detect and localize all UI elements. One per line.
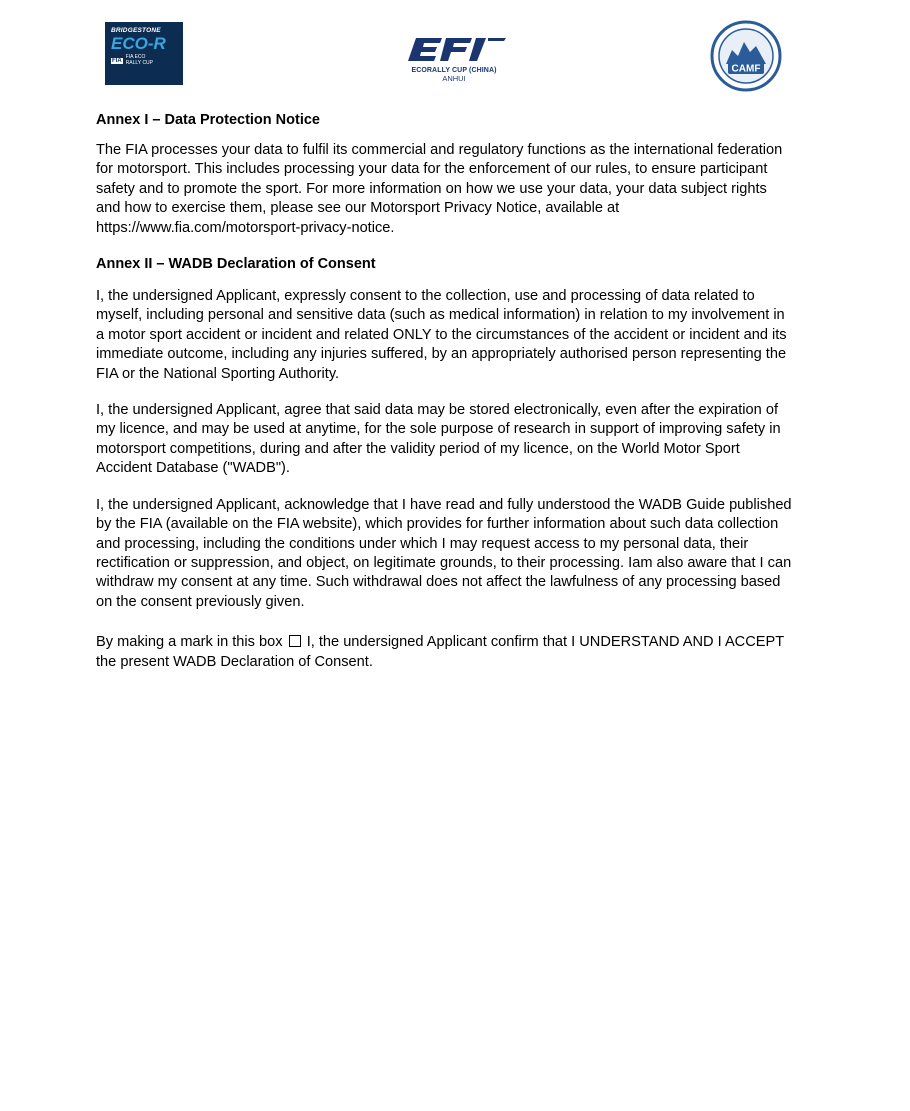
camf-text: CAMF [731, 63, 761, 75]
consent-paragraph-2: I, the undersigned Applicant, agree that said data may be stored electronically, even after the expiration of my licence, and may be used at anytime, for the sole purpose of research in support of improving safety in motorsport competitions, during and after the validity period of my licence, on the World Motor Sport Accident Database ("WADB"). [96, 402, 781, 477]
consent-confirmation [96, 633, 792, 672]
data-protection-notice-text: The FIA processes your data to fulfil its commercial and regulatory functions as the international federation for motorsport. This includes processing your data for the enforcement of our rules, to ensure participant safety and to promote the sport. For more information on how we use your data, your data subject rights and how to exercise them, please see our Motorsport Privacy Notice, available at https://www.fia.com/motorsport-privacy-notice. [96, 142, 783, 236]
camf-seal-icon [710, 20, 782, 92]
logo-brand-text: BRIDGESTONE [111, 27, 161, 34]
page-header [0, 0, 910, 100]
region-text: ANHUI [442, 74, 466, 83]
ecorally-cup-text: ECORALLY CUP (CHINA) [411, 67, 497, 74]
consent-suffix-text: I, the undersigned Applicant confirm that I UNDERSTAND AND I ACCEPT the present WADB Declaration of Consent. [96, 634, 784, 670]
fia-badge: FIA [112, 57, 122, 64]
consent-paragraph-1: I, the undersigned Applicant, expressly consent to the collection, use and processing of data related to myself, including personal and sensitive data (such as medical information) in relation to my involvement in a motor sport accident or incident and related ONLY to the circumstances of the accident or incident and its immediate outcome, including any injuries suffered, by an appropriately authorised person representing the FIA or the National Sporting Authority. [96, 288, 787, 382]
document-body [96, 110, 792, 672]
annex1-heading: Annex I – Data Protection Notice [96, 112, 320, 128]
logo-subtitle-line2: RALLY CUP [125, 59, 153, 66]
camf-seal-logo [710, 20, 782, 92]
consent-paragraph-3: I, the undersigned Applicant, acknowledge that I have read and fully understood the WADB Guide published by the FIA (available on the FIA website), which provides for further information about such data collection and processing, including the conditions under which I may request access to my personal data, their rectification or suppression, and object, on legitimate grounds, to their processing. Iam also aware that I can withdraw my consent at any time. Such withdrawal does not affect the lawfulness of any processing based on the consent previously given. [96, 496, 792, 610]
bridgestone-eco-r-logo [105, 22, 183, 85]
logo-subtitle-text [126, 55, 153, 66]
consent-prefix-text: By making a mark in this box [96, 634, 283, 651]
efi-ecorally-logo [398, 36, 510, 90]
annex2-heading: Annex II – WADB Declaration of Consent [96, 256, 376, 273]
logo-subtitle [111, 55, 177, 66]
efi-wordmark-icon [402, 36, 506, 66]
logo-eco-r-text: ECO-R [111, 34, 166, 53]
consent-checkbox[interactable] [289, 635, 301, 647]
logo-subtitle-line1: FIA ECO [125, 54, 146, 60]
